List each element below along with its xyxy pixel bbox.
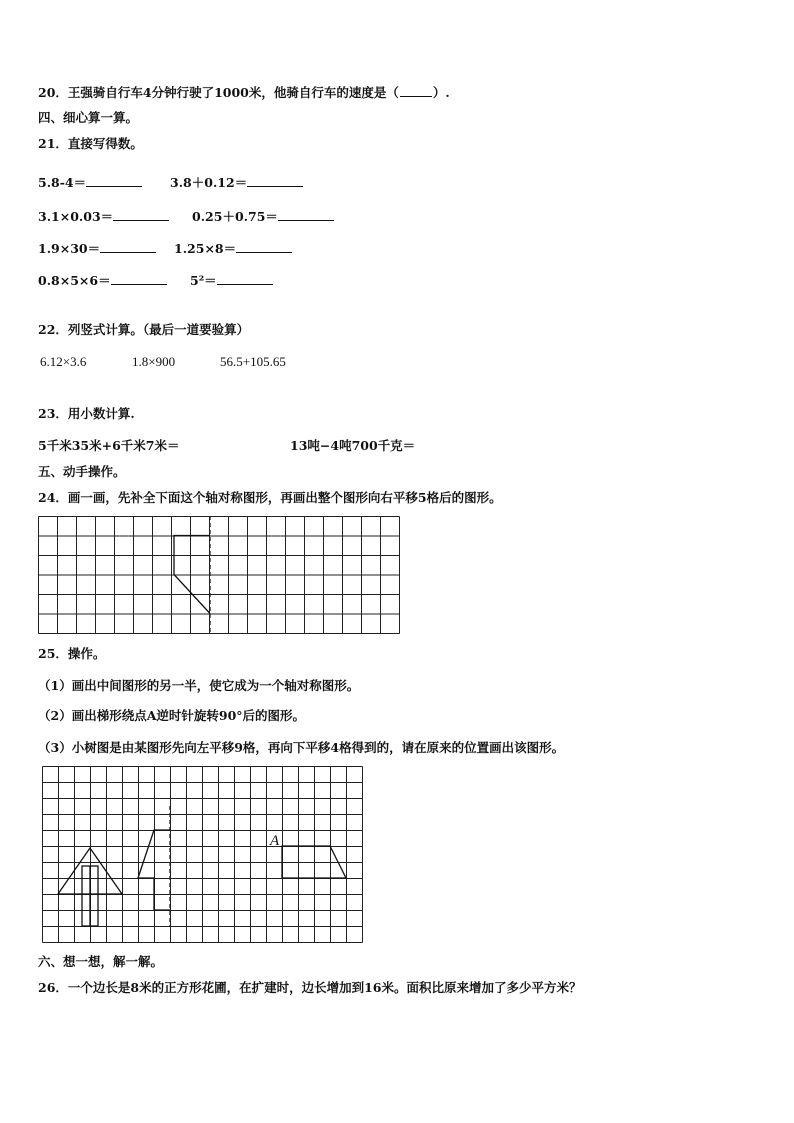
answer-blank[interactable] [278,208,334,221]
question-21-title: 21．直接写得数。 [38,136,143,151]
question-26-text: 26．一个边长是8米的正方形花圃，在扩建时，边长增加到16米。面积比原来增加了多少平方米？ [38,980,582,995]
point-a-label: A [270,833,280,849]
question-24-grid[interactable] [38,516,402,634]
question-25-sub3: （3）小树图是由某图形先向左平移9格，再向下平移4格得到的，请在原来的位置画出该图形。 [38,740,565,755]
section-5-heading: 五、动手操作。 [38,464,126,479]
answer-blank[interactable] [236,240,292,253]
calc-item: 1.25×8＝ [174,240,292,257]
answer-blank[interactable] [217,272,273,285]
calc-item: 5.8-4＝ [38,174,142,191]
answer-blank[interactable] [111,272,167,285]
vertical-calc-item: 1.8×900 [132,354,176,369]
question-25-title: 25．操作。 [38,646,106,661]
question-22-title: 22．列竖式计算。（最后一道要验算） [38,322,250,337]
calc-item: 5²＝ [190,272,273,289]
calc-item: 3.1×0.03＝ [38,208,169,225]
unit-calc-item: 13吨−4吨700千克＝ [290,438,416,453]
section-6-heading: 六、想一想，解一解。 [38,954,164,969]
answer-blank[interactable] [86,174,142,187]
unit-calc-item: 5千米35米+6千米7米＝ [38,438,180,453]
vertical-calc-item: 56.5+105.65 [220,354,286,369]
section-4-heading: 四、细心算一算。 [38,110,139,125]
calc-item: 1.9×30＝ [38,240,156,257]
vertical-calc-item: 6.12×3.6 [40,354,87,369]
question-24-title: 24．画一画，先补全下面这个轴对称图形，再画出整个图形向右平移5格后的图形。 [38,490,502,505]
question-25-sub2: （2）画出梯形绕点A逆时针旋转90°后的图形。 [38,708,306,723]
question-25-grid[interactable] [42,766,366,944]
answer-blank[interactable] [100,240,156,253]
question-20-text: 20．王强骑自行车4分钟行驶了1000米，他骑自行车的速度是（ [38,85,399,100]
answer-blank[interactable] [113,208,169,221]
calc-item: 0.25＋0.75＝ [192,208,334,225]
question-20-tail: ）. [432,85,450,100]
question-20 [38,84,450,101]
question-23-title: 23．用小数计算. [38,406,135,421]
calc-item: 0.8×5×6＝ [38,272,167,289]
calc-item: 3.8＋0.12＝ [170,174,303,191]
answer-blank[interactable] [247,174,303,187]
answer-blank[interactable] [400,84,432,97]
question-25-sub1: （1）画出中间图形的另一半，使它成为一个轴对称图形。 [38,678,360,693]
